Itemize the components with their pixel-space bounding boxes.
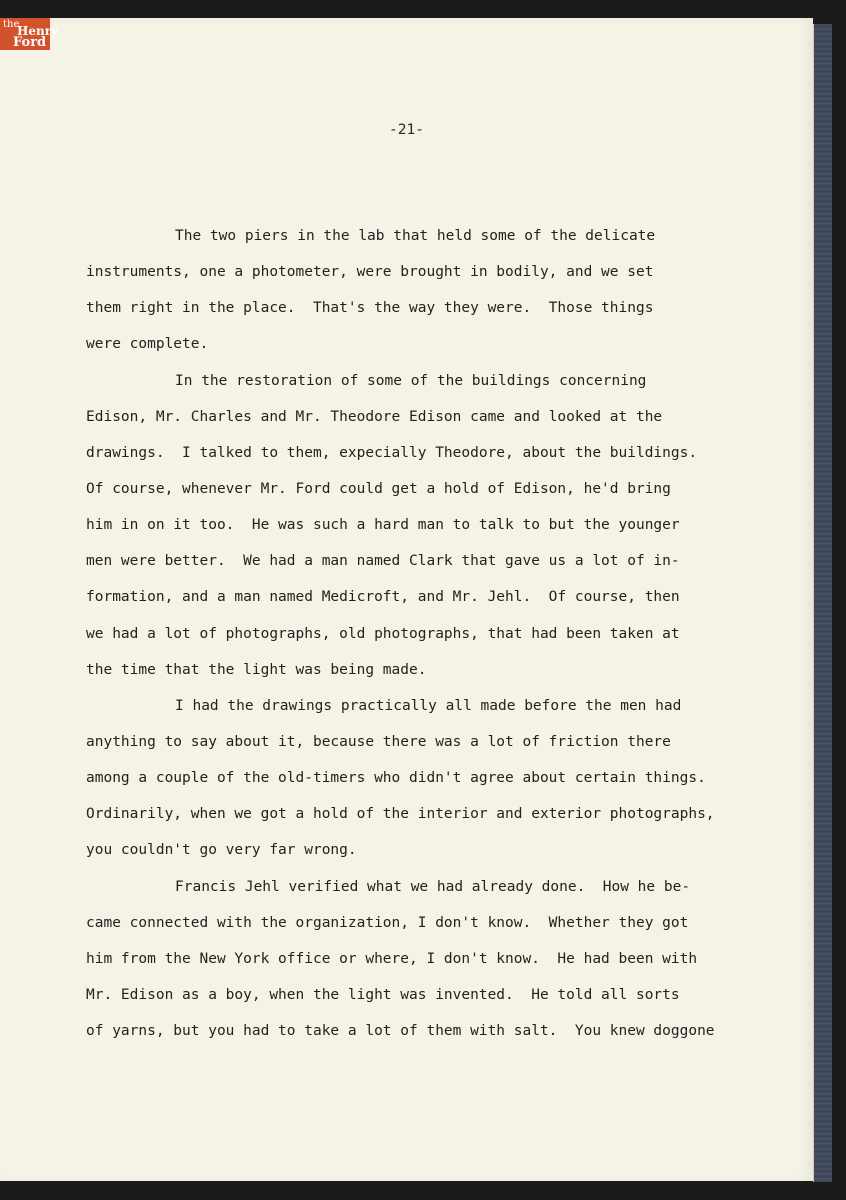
henry-ford-logo: [0, 18, 58, 50]
text-line: anything to say about it, because there was a lot of friction there: [86, 733, 671, 750]
page-number: -21-: [389, 122, 424, 138]
text-line: came connected with the organization, I don't know. Whether they got: [86, 914, 689, 931]
text-line: you couldn't go very far wrong.: [86, 842, 357, 859]
text-line: I had the drawings practically all made before the men had: [175, 697, 682, 714]
text-line: formation, and a man named Medicroft, and Mr. Jehl. Of course, then: [86, 589, 680, 606]
text-line: we had a lot of photographs, old photographs, that had been taken at: [86, 625, 680, 642]
text-line: him from the New York office or where, I don't know. He had been with: [86, 950, 698, 967]
text-line: Edison, Mr. Charles and Mr. Theodore Edison came and looked at the: [86, 408, 663, 425]
logo-henry: Henry: [17, 24, 58, 38]
logo-ford: Ford: [13, 35, 47, 50]
text-line: instruments, one a photometer, were brought in bodily, and we set: [86, 264, 654, 281]
text-line: drawings. I talked to them, expecially Theodore, about the buildings.: [86, 444, 698, 461]
transcript-body: [86, 218, 746, 1049]
text-line: The two piers in the lab that held some of the delicate: [175, 228, 656, 244]
book-spine: [813, 24, 832, 1182]
text-line: In the restoration of some of the buildings concerning: [175, 372, 647, 389]
text-line: men were better. We had a man named Clark that gave us a lot of in-: [86, 553, 680, 570]
text-line: Mr. Edison as a boy, when the light was invented. He told all sorts: [86, 986, 680, 1003]
document-page: [0, 18, 813, 1181]
text-line: Ordinarily, when we got a hold of the interior and exterior photographs,: [86, 806, 715, 823]
text-line: Francis Jehl verified what we had already done. How he be-: [175, 878, 691, 895]
text-line: them right in the place. That's the way they were. Those things: [86, 300, 654, 317]
text-line: among a couple of the old-timers who didn't agree about certain things.: [86, 770, 706, 787]
text-line: him in on it too. He was such a hard man to talk to but the younger: [86, 517, 680, 534]
text-line: were complete.: [86, 336, 209, 353]
text-line: the time that the light was being made.: [86, 661, 427, 678]
text-line: Of course, whenever Mr. Ford could get a hold of Edison, he'd bring: [86, 480, 671, 497]
logo-the: the: [3, 19, 20, 30]
text-line: of yarns, but you had to take a lot of them with salt. You knew doggone: [86, 1023, 715, 1040]
